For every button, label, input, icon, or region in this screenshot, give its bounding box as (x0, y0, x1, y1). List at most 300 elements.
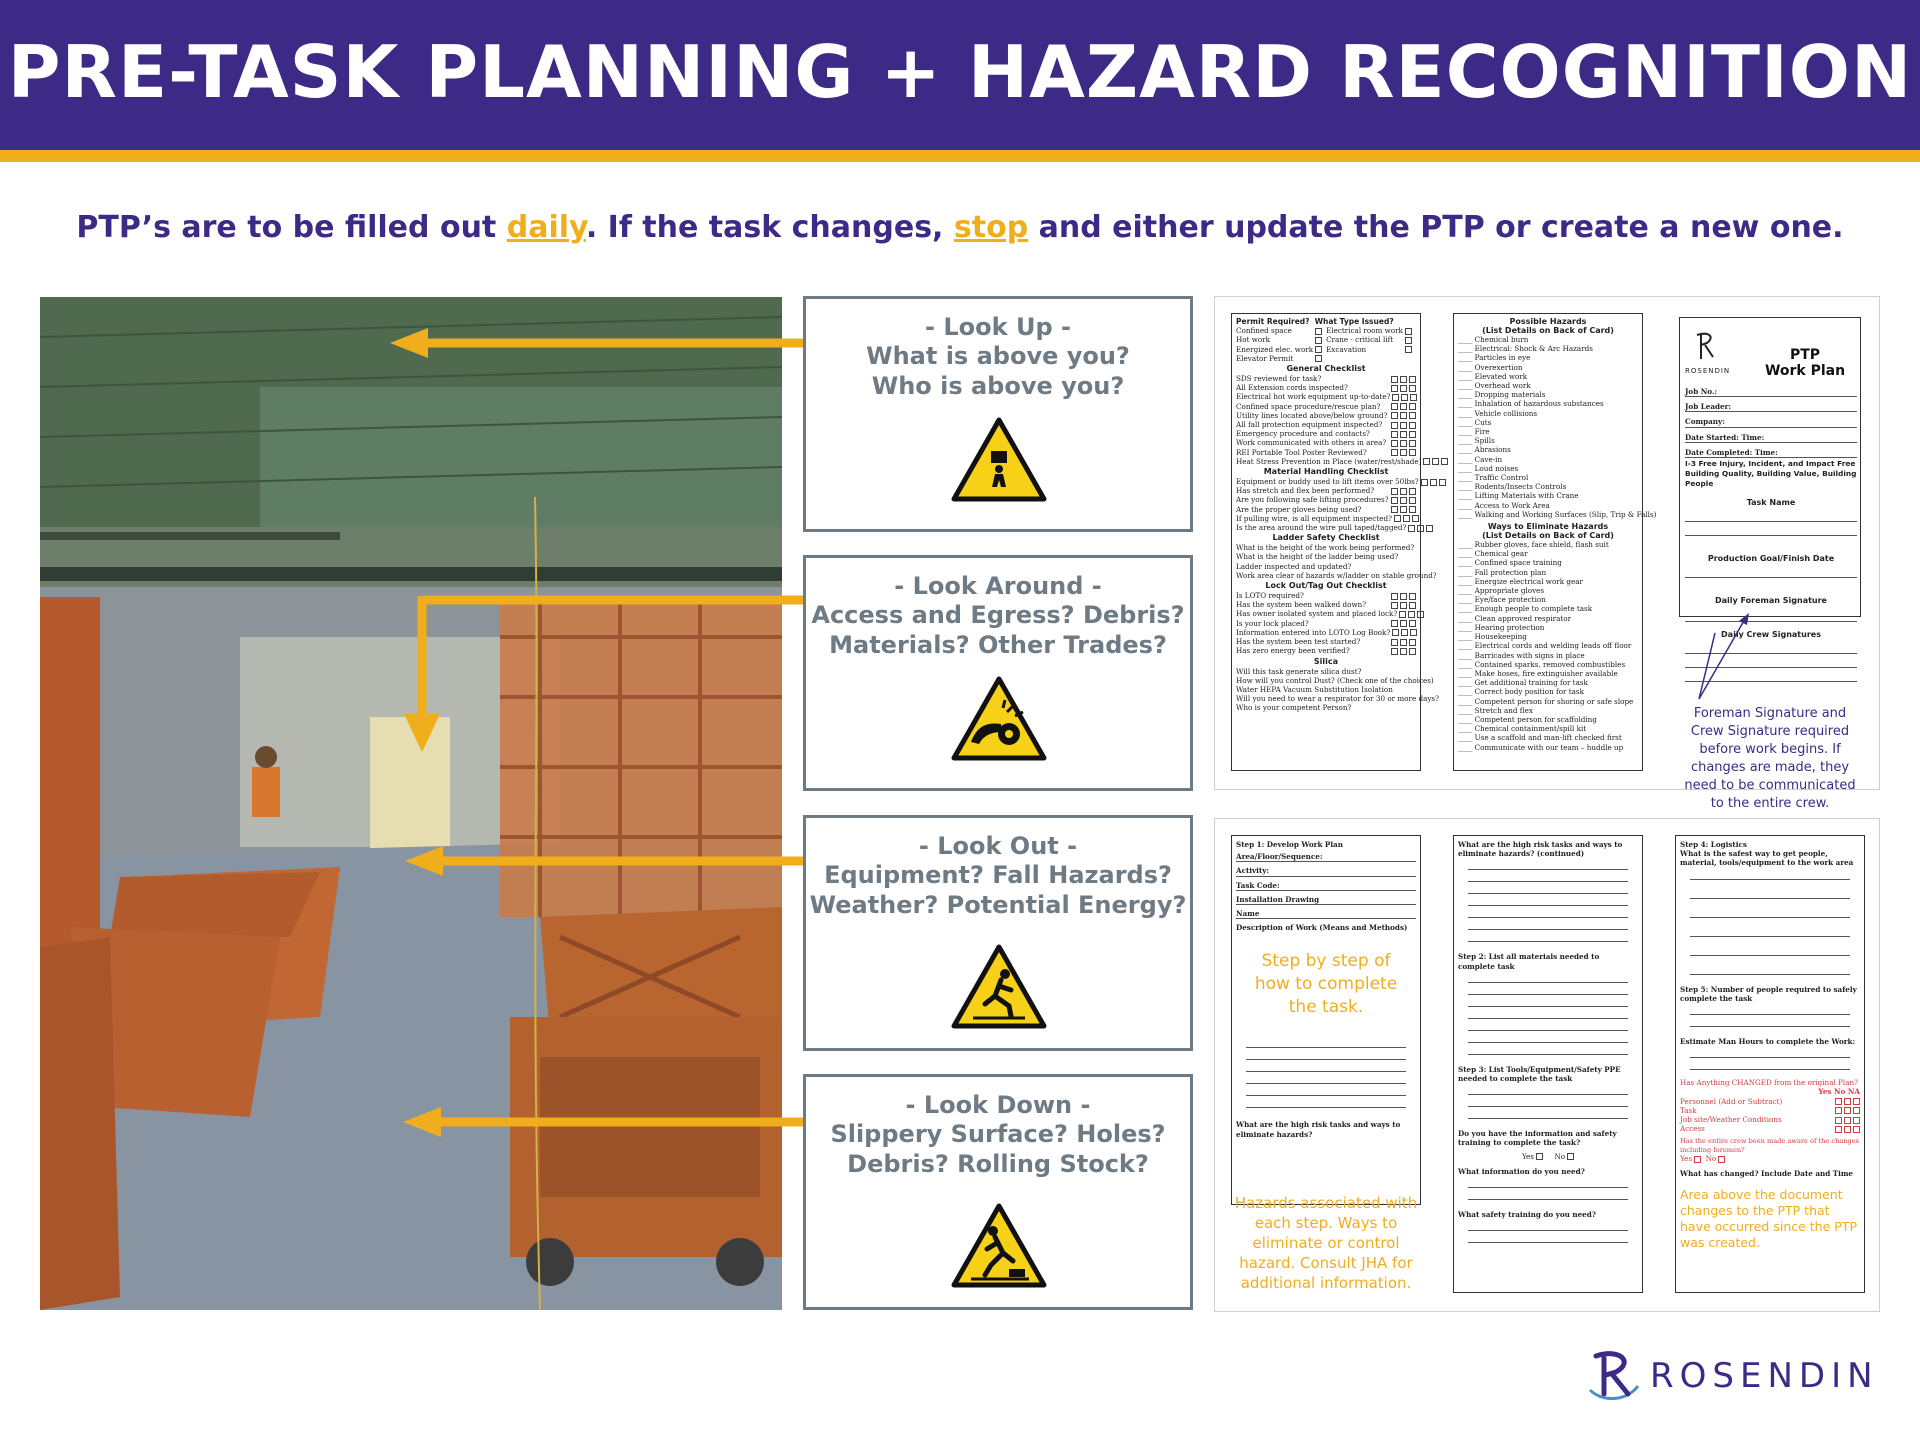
checkbox[interactable] (1405, 346, 1412, 353)
hazards-note: Hazards associated with each step. Ways to eliminate or control hazard. Consult JHA for additional information. (1234, 1194, 1418, 1292)
list-item-label: ____ Chemical burn (1458, 335, 1529, 344)
checkbox[interactable] (1423, 458, 1430, 465)
list-item (1458, 390, 1638, 399)
list-item-label: What is the height of the ladder being used? (1236, 552, 1399, 562)
pointer-arrow-icon (1695, 613, 1755, 703)
steps-4-5-column (1675, 835, 1865, 1293)
crew-aware-no-checkbox[interactable] (1718, 1156, 1725, 1163)
checkbox-group (1313, 326, 1322, 335)
list-item-label: ____ Dropping materials (1458, 390, 1546, 400)
ways-title: Ways to Eliminate Hazards (1487, 522, 1609, 532)
checkbox[interactable] (1401, 629, 1408, 636)
checkbox[interactable] (1400, 403, 1407, 410)
footer-brand: ROSENDIN (1650, 1356, 1879, 1396)
list-item (1236, 383, 1416, 392)
checkbox[interactable] (1391, 648, 1398, 655)
checkbox[interactable] (1853, 1098, 1860, 1105)
rosendin-logo-icon (1691, 331, 1719, 361)
checkbox[interactable] (1391, 376, 1398, 383)
checkbox[interactable] (1400, 620, 1407, 627)
checkbox[interactable] (1403, 515, 1410, 522)
list-item (1458, 614, 1638, 623)
checkbox[interactable] (1391, 593, 1398, 600)
list-item-label: Are you following safe lifting procedures? (1236, 495, 1389, 505)
checkbox-group (1389, 411, 1416, 420)
hazards-column (1453, 313, 1657, 771)
list-item-label: All Extension cords inspected? (1236, 383, 1348, 393)
checkbox[interactable] (1409, 593, 1416, 600)
checkbox[interactable] (1409, 422, 1416, 429)
look-down-heading: - Look Down - (905, 1091, 1091, 1119)
arrow-look-up (390, 328, 810, 358)
checkbox[interactable] (1441, 458, 1448, 465)
checkbox[interactable] (1409, 440, 1416, 447)
type-header: What Type Issued? (1314, 317, 1394, 326)
cover-task-name: Task Name (1746, 498, 1796, 507)
list-item-label: ____ Traffic Control (1458, 473, 1529, 483)
general-checklist (1236, 374, 1422, 466)
cover-title-work-plan: Work Plan (1764, 363, 1846, 379)
list-item-label: Excavation (1326, 344, 1367, 354)
ladder-checklist (1236, 543, 1437, 580)
list-item (1680, 1106, 1860, 1115)
checkbox[interactable] (1853, 1126, 1860, 1133)
step2-label: Step 2: List all materials needed to complete task (1458, 952, 1600, 971)
checkbox-group (1389, 448, 1416, 457)
list-item-label: Has owner isolated system and placed lock? (1236, 609, 1398, 619)
step3-label: Step 3: List Tools/Equipment/Safety PPE needed to complete the task (1458, 1064, 1621, 1084)
step1-title: Step 1: Develop Work Plan (1236, 840, 1343, 849)
checkbox[interactable] (1400, 449, 1407, 456)
cover-field[interactable]: Date Started: Time: (1685, 433, 1857, 443)
step1-field[interactable]: Name (1236, 909, 1416, 919)
list-item (1458, 604, 1638, 613)
list-item-label: Work area clear of hazards w/ladder on stable ground? (1236, 570, 1437, 580)
continued-label: What are the high risk tasks and ways to eliminate hazards? (continued) (1458, 840, 1623, 859)
checkbox[interactable] (1391, 440, 1398, 447)
list-item (1680, 1115, 1860, 1124)
checkbox-group (1403, 335, 1412, 344)
checkbox[interactable] (1409, 376, 1416, 383)
checkbox[interactable] (1844, 1107, 1851, 1114)
checkbox[interactable] (1400, 376, 1407, 383)
list-item-label: ____ Rodents/Insects Controls (1458, 482, 1567, 492)
list-item-label: ____ Hearing protection (1458, 622, 1545, 632)
checkbox[interactable] (1421, 479, 1428, 486)
checkbox[interactable] (1391, 403, 1398, 410)
checkbox[interactable] (1409, 602, 1416, 609)
steps-2-3-column (1453, 835, 1643, 1293)
cover-fields (1685, 387, 1857, 463)
checkbox-group (1397, 609, 1424, 618)
list-item (1458, 540, 1638, 549)
list-item-label: Water HEPA Vacuum Substitution Isolation (1236, 684, 1393, 694)
checkbox[interactable] (1835, 1107, 1842, 1114)
checkbox[interactable] (1409, 506, 1416, 513)
checkbox[interactable] (1409, 431, 1416, 438)
list-item-label: ____ Appropriate gloves (1458, 586, 1545, 596)
checkbox-group (1406, 523, 1433, 532)
list-item (1458, 473, 1638, 482)
cover-crew-signatures: Daily Crew Signatures (1721, 630, 1821, 639)
list-item (1458, 558, 1638, 567)
checkbox[interactable] (1400, 639, 1407, 646)
list-item-label: Has the system been walked down? (1236, 600, 1367, 610)
list-item (1236, 552, 1416, 561)
checkbox[interactable] (1400, 593, 1407, 600)
checkbox[interactable] (1392, 394, 1399, 401)
checkbox[interactable] (1405, 328, 1412, 335)
list-item (1236, 667, 1416, 676)
checkbox[interactable] (1394, 515, 1401, 522)
list-item-label: REI Portable Tool Poster Reviewed? (1236, 447, 1367, 457)
look-around-heading: - Look Around - (894, 572, 1102, 600)
step4-title: Step 4: Logistics (1680, 840, 1747, 849)
general-checklist-title: General Checklist (1286, 364, 1366, 374)
list-item-label: If pulling wire, is all equipment inspected? (1236, 513, 1392, 523)
list-item (1236, 646, 1416, 655)
list-item (1236, 562, 1416, 571)
list-item-label: Who is your competent Person? (1236, 703, 1352, 713)
list-item (1458, 501, 1638, 510)
list-item-label: ____ Spills (1458, 436, 1495, 446)
checkbox[interactable] (1835, 1117, 1842, 1124)
checkbox[interactable] (1391, 385, 1398, 392)
list-item-label: Is the area around the wire pull taped/tagged? (1236, 523, 1407, 533)
look-around-question-1: Access and Egress? Debris? (811, 601, 1185, 629)
info-need-label: What information do you need? (1458, 1166, 1585, 1176)
list-item-label: Elevator Permit (1236, 353, 1294, 363)
look-up-heading: - Look Up - (925, 313, 1071, 341)
list-item (1458, 436, 1638, 445)
checkbox[interactable] (1408, 525, 1415, 532)
checkbox[interactable] (1400, 497, 1407, 504)
checkbox[interactable] (1409, 639, 1416, 646)
list-item (1458, 491, 1638, 500)
look-up-question-2: Who is above you? (871, 372, 1125, 400)
look-down-question-2: Debris? Rolling Stock? (847, 1150, 1149, 1178)
checkbox[interactable] (1430, 479, 1437, 486)
training-yes-no (1458, 1152, 1638, 1161)
arrow-look-down (403, 1107, 810, 1137)
checkbox[interactable] (1400, 648, 1407, 655)
checkbox[interactable] (1391, 412, 1398, 419)
arrow-look-out (405, 846, 810, 876)
checkbox[interactable] (1409, 620, 1416, 627)
list-item (1236, 326, 1322, 335)
list-item (1458, 724, 1638, 733)
list-item-label: Task (1680, 1105, 1697, 1115)
hazards-list (1458, 335, 1657, 519)
list-item (1236, 543, 1416, 552)
checkbox-group (1389, 646, 1416, 655)
description-label: Description of Work (Means and Methods) (1236, 923, 1408, 933)
list-item (1236, 456, 1422, 466)
list-item (1236, 429, 1416, 438)
checkbox[interactable] (1392, 629, 1399, 636)
list-item (1458, 697, 1638, 706)
possible-hazards-subtitle: (List Details on Back of Card) (1482, 326, 1614, 335)
checkbox[interactable] (1401, 394, 1408, 401)
checkbox-group (1389, 495, 1416, 504)
step1-field[interactable]: Activity: (1236, 866, 1416, 876)
list-item-label: ____ Competent person for shoring or safe slope (1458, 696, 1634, 706)
checkbox[interactable] (1400, 422, 1407, 429)
checkbox[interactable] (1315, 355, 1322, 362)
list-item-label: Emergency procedure and contacts? (1236, 429, 1370, 439)
list-item (1458, 577, 1638, 586)
look-down-question-1: Slippery Surface? Holes? (830, 1120, 1166, 1148)
checkbox[interactable] (1400, 506, 1407, 513)
list-item (1458, 418, 1638, 427)
list-item-label: ____ Chemical gear (1458, 549, 1528, 559)
list-item (1236, 420, 1416, 429)
look-down-box (803, 1074, 1193, 1310)
checkbox[interactable] (1391, 620, 1398, 627)
list-item-label: ____ Cave-in (1458, 454, 1503, 464)
checkbox-group (1833, 1115, 1860, 1124)
changed-question: Has Anything CHANGED from the original Plan? (1680, 1078, 1858, 1088)
checkbox[interactable] (1400, 431, 1407, 438)
checkbox-group (1833, 1124, 1860, 1133)
checkbox[interactable] (1400, 602, 1407, 609)
look-out-question-2: Weather? Potential Energy? (809, 891, 1187, 919)
list-item-label: Job site/Weather Conditions (1680, 1115, 1782, 1125)
checkbox-group (1833, 1106, 1860, 1115)
checkbox-group (1403, 326, 1412, 335)
list-item-label: Has the system been test started? (1236, 637, 1361, 647)
list-item (1236, 345, 1322, 354)
step1-field[interactable]: Task Code: (1236, 881, 1416, 891)
checkbox[interactable] (1409, 488, 1416, 495)
step1-field[interactable]: Installation Drawing (1236, 895, 1416, 905)
list-item-label: Utility lines located above/below ground? (1236, 410, 1388, 420)
checkbox[interactable] (1391, 506, 1398, 513)
training-yes-label: Yes (1521, 1151, 1534, 1161)
checkbox[interactable] (1432, 458, 1439, 465)
list-item-label: ____ Cuts (1458, 417, 1492, 427)
list-item-label: Is your lock placed? (1236, 618, 1309, 628)
checkbox[interactable] (1410, 394, 1417, 401)
trip-hazard-warning-icon (951, 1203, 1047, 1289)
cover-field[interactable]: Job No.: (1685, 387, 1857, 397)
checkbox[interactable] (1400, 440, 1407, 447)
step-by-step-note: Step by step of how to complete the task. (1254, 951, 1398, 1018)
permits-left-list (1236, 326, 1322, 363)
list-item-label: ____ Get additional training for task (1458, 678, 1588, 688)
training-no-checkbox[interactable] (1567, 1153, 1574, 1160)
list-item-label: ____ Vehicle collisions (1458, 408, 1538, 418)
checkbox[interactable] (1315, 337, 1322, 344)
checkbox[interactable] (1408, 611, 1415, 618)
checkbox-group (1389, 637, 1416, 646)
subtitle-text-2: . If the task changes, (585, 210, 954, 245)
checkbox[interactable] (1439, 479, 1446, 486)
look-up-box (803, 296, 1193, 532)
list-item (1458, 363, 1638, 372)
checkbox[interactable] (1417, 611, 1424, 618)
checkbox[interactable] (1391, 497, 1398, 504)
cover-field[interactable]: Job Leader: (1685, 402, 1857, 412)
checkbox[interactable] (1400, 412, 1407, 419)
list-item-label: ____ Barricades with signs in place (1458, 650, 1585, 660)
checkbox[interactable] (1315, 328, 1322, 335)
list-item (1326, 345, 1412, 354)
list-item-label: Has stretch and flex been performed? (1236, 486, 1375, 496)
list-item (1236, 619, 1416, 628)
checkbox[interactable] (1426, 525, 1433, 532)
list-item-label: ____ Electrical: Shock & Arc Hazards (1458, 344, 1593, 354)
list-item (1458, 733, 1638, 742)
checkbox[interactable] (1409, 412, 1416, 419)
list-item-label: ____ Stretch and flex (1458, 705, 1533, 715)
checkbox-group (1389, 383, 1416, 392)
training-yes-checkbox[interactable] (1536, 1153, 1543, 1160)
checkbox[interactable] (1853, 1107, 1860, 1114)
list-item-label: Electrical room work (1326, 326, 1403, 336)
crew-aware-yes-checkbox[interactable] (1694, 1156, 1701, 1163)
look-around-question-2: Materials? Other Trades? (829, 631, 1167, 659)
step1-fields (1236, 852, 1416, 919)
list-item (1236, 354, 1322, 363)
cover-foreman-signature: Daily Foreman Signature (1715, 596, 1827, 605)
list-item (1236, 495, 1416, 504)
list-item (1458, 482, 1638, 491)
silica-checklist (1236, 666, 1439, 713)
list-item-label: Heat Stress Prevention in Place (water/rest/shade) (1236, 456, 1422, 466)
page-title: PRE-TASK PLANNING + HAZARD RECOGNITION (7, 30, 1913, 114)
checkbox[interactable] (1417, 525, 1424, 532)
checkbox[interactable] (1391, 639, 1398, 646)
checkbox-group (1389, 591, 1416, 600)
list-item-label: Is LOTO required? (1236, 591, 1304, 601)
permit-header: Permit Required? (1236, 317, 1310, 326)
checkbox[interactable] (1844, 1117, 1851, 1124)
possible-hazards-title: Possible Hazards (1509, 317, 1587, 326)
list-item (1236, 448, 1416, 457)
list-item (1680, 1097, 1860, 1106)
step1-field[interactable]: Area/Floor/Sequence: (1236, 852, 1416, 862)
checkbox[interactable] (1844, 1126, 1851, 1133)
checkbox[interactable] (1409, 385, 1416, 392)
list-item (1236, 486, 1416, 495)
list-item-label: Confined space (1236, 326, 1292, 336)
list-item (1458, 381, 1638, 390)
training-question: Do you have the information and safety training to complete the task? (1458, 1129, 1617, 1148)
material-checklist (1236, 477, 1419, 533)
checkbox[interactable] (1400, 385, 1407, 392)
step5-label: Step 5: Number of people required to safely complete the task (1680, 984, 1857, 1003)
checkbox-group (1389, 505, 1416, 514)
cover-field[interactable]: Date Completed: Time: (1685, 448, 1857, 458)
checkbox[interactable] (1412, 515, 1419, 522)
checkbox[interactable] (1410, 629, 1417, 636)
list-item (1458, 595, 1638, 604)
checkbox[interactable] (1315, 346, 1322, 353)
list-item-label: ____ Overhead work (1458, 381, 1531, 391)
checkbox-group (1403, 345, 1412, 354)
checkbox[interactable] (1400, 488, 1407, 495)
falling-object-warning-icon (951, 417, 1047, 503)
checkbox[interactable] (1409, 449, 1416, 456)
list-item (1458, 632, 1638, 641)
list-item (1458, 409, 1638, 418)
list-item-label: Personnel (Add or Subtract) (1680, 1096, 1783, 1106)
rosendin-logo-icon (1586, 1350, 1642, 1402)
checkbox-group (1390, 628, 1417, 637)
ways-subtitle: (List Details on Back of Card) (1482, 531, 1614, 541)
checkbox-group (1390, 392, 1417, 401)
checkbox[interactable] (1409, 497, 1416, 504)
list-item-label: ____ Electrical cords and welding leads off floor (1458, 641, 1632, 651)
work-plan-cover (1675, 313, 1865, 811)
checkbox[interactable] (1391, 602, 1398, 609)
list-item-label: ____ Access to Work Area (1458, 500, 1550, 510)
checkbox[interactable] (1853, 1117, 1860, 1124)
list-item (1458, 623, 1638, 632)
checkbox-group (1389, 438, 1416, 447)
cover-field[interactable]: Company: (1685, 417, 1857, 427)
list-item-label: Are the proper gloves being used? (1236, 504, 1362, 514)
checkbox-group (1313, 335, 1322, 344)
list-item-label: Information entered into LOTO Log Book? (1236, 627, 1391, 637)
list-item-label: What is the height of the work being performed? (1236, 543, 1415, 553)
checkbox[interactable] (1391, 449, 1398, 456)
header-bar (0, 0, 1920, 150)
checkbox[interactable] (1391, 422, 1398, 429)
pinch-point-warning-icon (951, 676, 1047, 762)
silica-title: Silica (1313, 656, 1339, 666)
subtitle-text-3: and either update the PTP or create a new one. (1028, 210, 1844, 245)
jobsite-photo (40, 297, 782, 1310)
list-item (1458, 549, 1638, 558)
checkbox-group (1421, 457, 1448, 466)
list-item (1236, 685, 1416, 694)
checkbox[interactable] (1405, 337, 1412, 344)
list-item (1236, 637, 1416, 646)
list-item-label: SDS reviewed for task? (1236, 374, 1322, 384)
list-item (1458, 445, 1638, 454)
checkbox[interactable] (1409, 403, 1416, 410)
checkbox[interactable] (1391, 431, 1398, 438)
list-item-label: Ladder inspected and updated? (1236, 561, 1352, 571)
checkbox[interactable] (1391, 488, 1398, 495)
crew-aware-question: Has the entire crew been made aware of the changes including foremen? (1680, 1137, 1860, 1154)
checkbox[interactable] (1835, 1098, 1842, 1105)
checkbox[interactable] (1409, 648, 1416, 655)
list-item (1236, 523, 1416, 532)
list-item (1236, 374, 1416, 383)
list-item-label: Will you need to wear a respirator for 30 or more days? (1236, 694, 1439, 704)
checklist-column (1231, 313, 1439, 771)
cover-production-goal: Production Goal/Finish Date (1707, 554, 1835, 563)
list-item (1236, 675, 1434, 685)
checkbox-group (1392, 514, 1419, 523)
checkbox[interactable] (1399, 611, 1406, 618)
changed-yes-no-na: Yes No NA (1818, 1087, 1860, 1097)
list-item (1458, 715, 1638, 724)
list-item-label: ____ Contained sparks, removed combustibles (1458, 659, 1626, 669)
arrow-look-around (400, 594, 810, 754)
list-item-label: Hot work (1236, 335, 1271, 345)
list-item (1458, 641, 1638, 650)
checkbox[interactable] (1835, 1126, 1842, 1133)
list-item-label: Equipment or buddy used to lift items over 50lbs? (1236, 477, 1419, 487)
checkbox[interactable] (1844, 1098, 1851, 1105)
list-item-label: Access (1680, 1124, 1705, 1134)
list-item-label: ____ Inhalation of hazardous substances (1458, 399, 1604, 409)
list-item (1458, 687, 1638, 696)
